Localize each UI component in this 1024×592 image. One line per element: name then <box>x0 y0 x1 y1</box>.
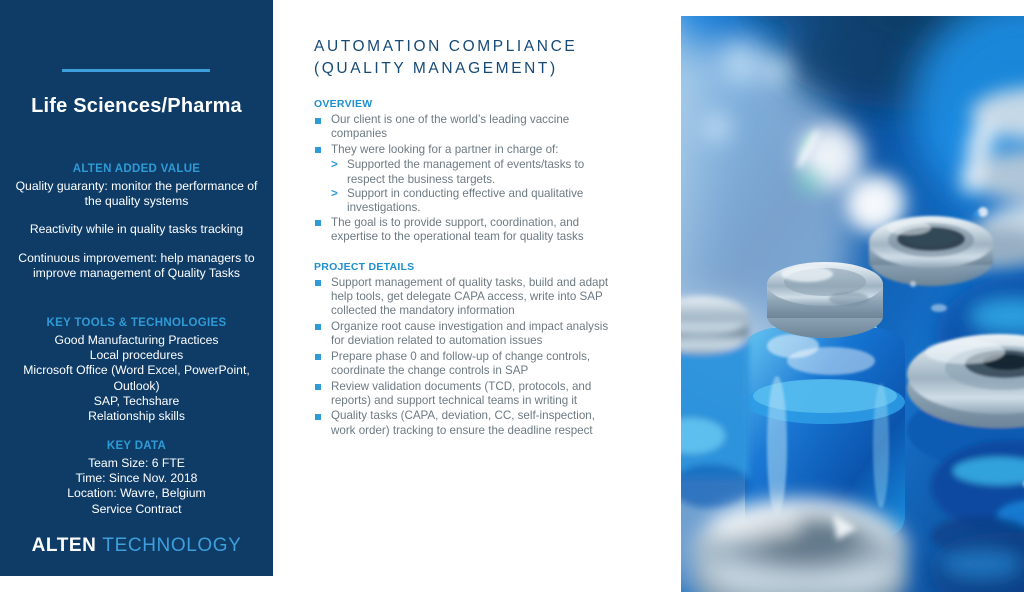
sidebar-paragraph: Time: Since Nov. 2018 <box>75 471 198 486</box>
square-bullet-icon <box>315 147 321 153</box>
sidebar-paragraph: SAP, Techshare <box>93 393 180 408</box>
chevron-right-icon: > <box>331 158 338 172</box>
sidebar-section-heading: KEY TOOLS & TECHNOLOGIES <box>46 317 227 329</box>
page-title: AUTOMATION COMPLIANCE (QUALITY MANAGEMENT) <box>314 38 578 77</box>
sidebar-paragraph: Location: Wavre, Belgium <box>67 486 206 501</box>
sidebar-paragraph: Team Size: 6 FTE <box>88 456 185 470</box>
alten-technology-logo <box>0 535 273 557</box>
square-bullet-icon <box>315 384 321 390</box>
square-bullet-icon <box>315 414 321 420</box>
sidebar-paragraph: Quality guaranty: monitor the performance of the quality systems <box>15 179 258 209</box>
list-item-text: Organize root cause investigation and impact analysis for deviation related to automation issues <box>331 319 609 348</box>
list-item <box>314 276 609 319</box>
project-details-bullet-list <box>314 276 609 438</box>
list-item <box>314 320 609 349</box>
section-overview <box>314 98 609 245</box>
overview-sub-list-wrapper <box>331 158 609 216</box>
sidebar-section-added-value <box>8 162 265 281</box>
list-item-text: Our client is one of the world’s leading vaccine companies <box>331 113 570 141</box>
logo-alten-text: ALTEN <box>31 535 97 556</box>
list-item <box>314 143 609 157</box>
list-item <box>314 350 609 379</box>
section-heading-overview: OVERVIEW <box>314 98 373 110</box>
sidebar-section-heading: KEY DATA <box>106 440 167 452</box>
square-bullet-icon <box>315 324 321 330</box>
vaccine-vials-photo <box>681 16 1024 592</box>
chevron-right-icon: > <box>331 187 338 201</box>
square-bullet-icon <box>315 354 321 360</box>
list-item-text: Quality tasks (CAPA, deviation, CC, self-inspection, work order) tracking to ensure the deadline respect <box>331 409 595 437</box>
logo-technology-text: TECHNOLOGY <box>102 535 242 556</box>
section-heading-project-details: PROJECT DETAILS <box>314 260 415 273</box>
list-item-text: Review validation documents (TCD, protocols, and reports) and support technical teams in writing it <box>331 379 592 407</box>
list-item <box>314 380 609 409</box>
square-bullet-icon <box>315 280 321 286</box>
overview-bullet-list-continued <box>314 216 609 245</box>
list-item-text: They were looking for a partner in charge of: <box>331 142 559 156</box>
list-item <box>314 216 609 245</box>
square-bullet-icon <box>315 118 321 124</box>
sidebar-paragraph: Service Contract <box>91 501 182 516</box>
list-item-text: Prepare phase 0 and follow-up of change controls, coordinate the change controls in SAP <box>331 349 591 378</box>
sidebar-title: Life Sciences/Pharma <box>31 95 242 117</box>
sub-list-item-text: Supported the management of events/tasks to respect the business targets. <box>347 158 585 186</box>
sidebar-paragraph: Local procedures <box>89 348 184 363</box>
sub-list-item <box>331 187 609 216</box>
square-bullet-icon <box>315 220 321 226</box>
sub-list-item-text: Support in conducting effective and qualitative investigations. <box>347 187 584 215</box>
main-content <box>273 0 641 576</box>
sidebar-paragraph: Microsoft Office (Word Excel, PowerPoint, Outlook) <box>23 363 250 393</box>
sidebar-section-key-tools <box>8 316 265 424</box>
overview-sub-bullet-list <box>331 158 609 216</box>
sidebar <box>0 0 273 576</box>
sidebar-section-key-data <box>8 439 265 517</box>
sidebar-section-heading: ALTEN ADDED VALUE <box>72 163 201 175</box>
sub-list-item <box>331 158 609 187</box>
sidebar-paragraph: Relationship skills <box>88 409 185 424</box>
list-item-text: Support management of quality tasks, build and adapt help tools, get delegate CAPA access, write into SAP collected the mandatory information <box>331 275 609 318</box>
sidebar-paragraph: Good Manufacturing Practices <box>54 333 219 347</box>
overview-bullet-list <box>314 113 609 157</box>
sidebar-paragraph: Reactivity while in quality tasks tracking <box>29 222 244 237</box>
list-item <box>314 409 609 438</box>
vial-center <box>745 262 905 540</box>
list-item <box>314 113 609 142</box>
vaccine-vials-illustration <box>681 16 1024 592</box>
sidebar-paragraph: Continuous improvement: help managers to improve management of Quality Tasks <box>18 250 255 280</box>
accent-rule-divider <box>62 69 210 72</box>
section-project-details <box>314 261 609 438</box>
list-item-text: The goal is to provide support, coordination, and expertise to the operational team for quality tasks <box>331 215 584 244</box>
